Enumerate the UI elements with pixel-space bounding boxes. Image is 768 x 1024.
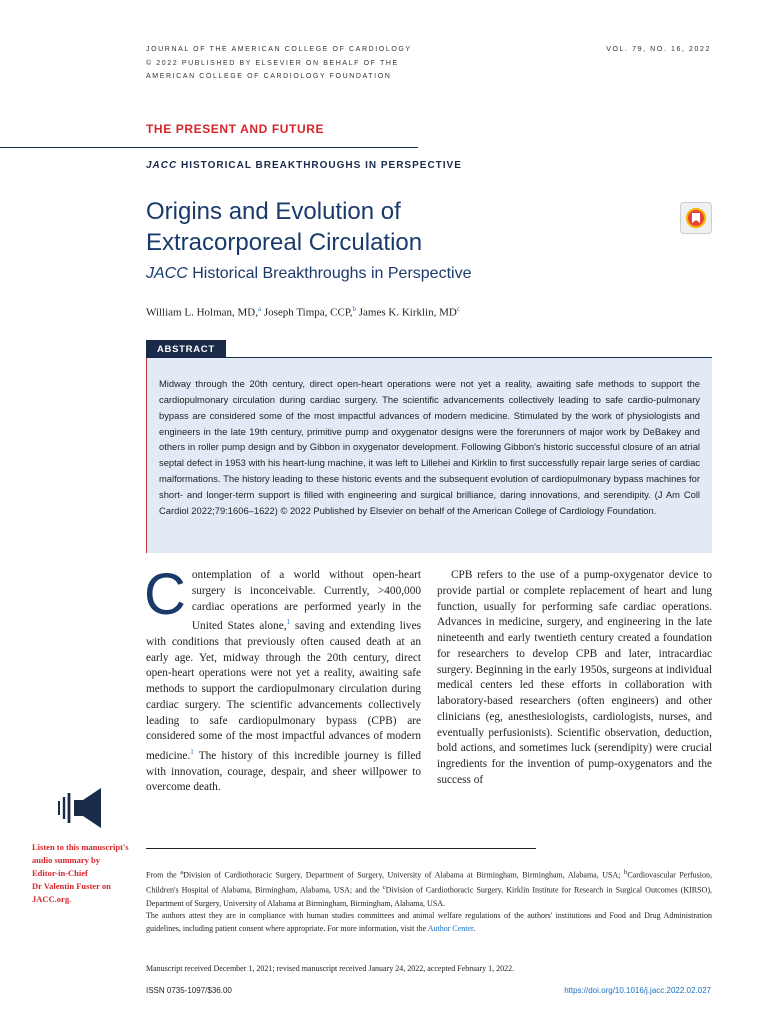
issn: ISSN 0735-1097/$36.00: [146, 986, 232, 995]
title-line-2: Extracorporeal Circulation: [146, 229, 423, 256]
body-text: The history of this incredible journey is filled with innovation, courage, despair, and sheer willpower to overcome death.: [146, 749, 421, 794]
section-label: THE PRESENT AND FUTURE: [146, 122, 325, 136]
drop-cap: C: [144, 562, 186, 627]
author-name: William L. Holman, MD,: [146, 306, 258, 319]
series-rest: HISTORICAL BREAKTHROUGHS IN PERSPECTIVE: [177, 160, 462, 171]
crossmark-icon[interactable]: [680, 202, 712, 234]
section-divider: [0, 147, 418, 148]
journal-header: [146, 43, 412, 84]
article-subtitle: [146, 265, 471, 283]
series-italic: JACC: [146, 160, 178, 171]
doi-link[interactable]: https://doi.org/10.1016/j.jacc.2022.02.027: [564, 986, 711, 995]
footnote-divider: [146, 848, 536, 849]
journal-line-3: AMERICAN COLLEGE OF CARDIOLOGY FOUNDATION: [146, 73, 392, 80]
attestation-note: The authors attest they are in compliance with human studies committees and animal welfare regulations of the authors' institutions and Food and Drug Administration guidelines, including patient consent where appropriate. For more information, visit the Author Center.: [146, 911, 712, 933]
audio-speaker-graphic: [57, 783, 109, 831]
abstract-text: Midway through the 20th century, direct open-heart operations were not yet a reality, awaiting safe methods to support the cardiopulmonary circulation during cardiac surgery. The scientific advancements collectively leading to safe cardio-pulmonary bypass are considered some of the most impactful advances of modern medicine. Stimulated by the work of physiologists and engineers in the late 19th century, primitive pump and oxygenator designs were the forerunners of major work by DeBakey and others in roller pump design and by Gibbon in oxygenator development. Following Gibbon's historic successful closure of an atrial septal defect in 1953 with his heart-lung machine, it was left to Lillehei and Kirklin to first successfully repair large series of cardiac malformations. The history leading to these historic events and the subsequent evolution of cardiopulmonary bypass machines for short- and longer-term support is filled with engineering and surgical brilliance, daring innovations, and serendipity. (J Am Coll Cardiol 2022;79:1606–1622) © 2022 Published by Elsevier on behalf of the American College of Cardiology Foundation.: [159, 378, 700, 516]
body-text: saving and extending lives with conditions that previously often caused death at an early age. Yet, midway through the 20th century, direct open-heart operations were not yet a reality, awaiting safe methods to support the cardiopulmonary circulation during cardiac surgery. The scientific advancements collectively leading to safe cardiopulmonary bypass (CPB) are considered some of the most impactful advances of modern medicine.: [146, 620, 421, 762]
body-text: CPB refers to the use of a pump-oxygenator device to provide partial or complete replacement of heart and lung function, usually for performing safe cardiac operations. Advances in medicine, surgery, and engineering in the late nineteenth and early twentieth century created a foundation for researchers to develop CPB and later, intracardiac surgery. Beginning in the early 1950s, surgeons at individual medical centers led these efforts in collaboration with laboratory-based researchers (often engineers) and other clinicians (eg, anesthesiologists, cardiologists, nurses, and eventually perfusionists). Scientific observation, deduction, bold actions, and sometimes luck (serendipity) were crucial ingredients for the invention of pump-oxygenators and the success of: [437, 569, 712, 786]
subtitle-italic: JACC: [146, 265, 188, 282]
reference-link[interactable]: 1: [286, 618, 291, 627]
bookmark-icon: [692, 213, 700, 223]
volume-info: VOL. 79, NO. 16, 2022: [606, 46, 711, 53]
audio-summary-link[interactable]: Listen to this manuscript's audio summary by Editor-in-Chief Dr Valentin Fuster on JACC.org.: [32, 842, 129, 904]
abstract-box: [146, 358, 712, 553]
author-name: James K. Kirklin, MD: [356, 306, 457, 319]
article-title: [146, 196, 606, 258]
author-list: [146, 305, 460, 319]
author-affiliation-link[interactable]: c: [456, 305, 460, 313]
journal-line-1: JOURNAL OF THE AMERICAN COLLEGE OF CARDIOLOGY: [146, 46, 412, 53]
body-column-left: [144, 562, 421, 796]
title-line-1: Origins and Evolution of: [146, 198, 401, 225]
author-center-link[interactable]: Author Center: [427, 923, 474, 933]
abstract-label: ABSTRACT: [146, 340, 226, 359]
journal-line-2: © 2022 PUBLISHED BY ELSEVIER ON BEHALF OF THE: [146, 59, 399, 67]
footnotes: [146, 867, 712, 935]
author-affiliation-link[interactable]: a: [258, 305, 262, 313]
body-text: ontemplation of a world without open-heart surgery is inconceivable. Currently, >400,000 cardiac operations are performed yearly in the United States alone,: [191, 569, 421, 633]
subtitle-rest: Historical Breakthroughs in Perspective: [187, 265, 472, 282]
author-name: Joseph Timpa, CCP,: [261, 306, 353, 319]
speaker-icon[interactable]: [57, 783, 109, 831]
reference-link[interactable]: 1: [190, 748, 194, 757]
affiliations-note: From the $^a$Division of Cardiothoracic Surgery, Department of Surgery, University of Alabama at Birmingham, Birmingham, Alabama, USA; $^b$Cardiovascular Perfusion, Children's Hospital of Alabama, Birmingham, Alabama, USA; and the $^c$Division of Cardiothoracic Surgery, Kirklin Institute for Research in Surgical Outcomes (KIRSO), Department of Surgery, University of Alabama at Birmingham, Birmingham, Alabama, USA.: [146, 869, 713, 908]
manuscript-dates: Manuscript received December 1, 2021; revised manuscript received January 24, 2022, accepted February 1, 2022.: [146, 964, 515, 973]
series-label: [146, 160, 462, 171]
body-column-right: [437, 568, 712, 789]
author-affiliation-link[interactable]: b: [352, 305, 357, 313]
